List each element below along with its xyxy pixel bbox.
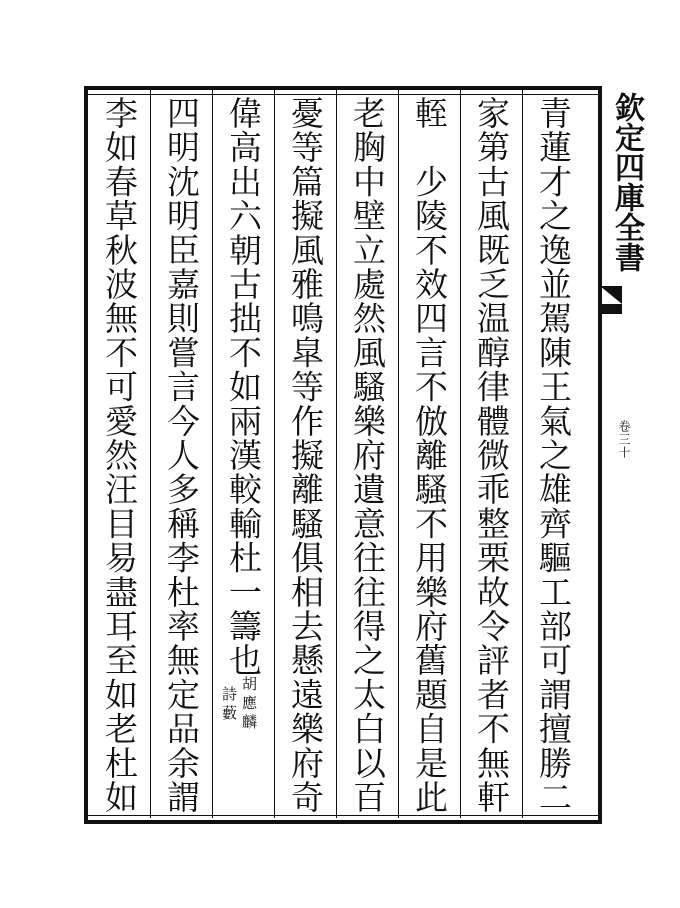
frame-inner-bottom-rule — [84, 815, 602, 816]
column-rule — [274, 90, 275, 818]
text-column-2: 家第古風既乏温醇律體微乖整栗故令評者不無軒 — [472, 96, 511, 815]
frame-inner-top-rule — [84, 94, 602, 95]
citation-author: 胡應麟 — [240, 676, 258, 733]
text-column-5: 憂等篇擬風雅鳴皐等作擬離騷俱相去懸遠樂府奇 — [286, 96, 325, 815]
column-rule — [522, 90, 523, 818]
margin-title: 欽定四庫全書 — [609, 92, 644, 272]
column-rule — [398, 90, 399, 818]
text-column-1: 青蓮才之逸並駕陳王氣之雄齊驅工部可謂擅勝二 — [534, 96, 573, 815]
text-column-3: 輊 少陵不效四言不倣離騷不用樂府舊題自是此 — [410, 96, 449, 815]
text-column-6: 偉高出六朝古拙不如兩漢較輸杜一籌也 — [224, 96, 263, 678]
column-rule — [336, 90, 337, 818]
fish-tail-mark-lower — [600, 304, 622, 314]
fish-tail-mark — [600, 286, 622, 304]
column-rule — [460, 90, 461, 818]
text-column-8: 李如春草秋波無不可愛然汪目易盡耳至如老杜如 — [100, 96, 139, 815]
column-rule — [212, 90, 213, 818]
margin-page-number: 卷三十 — [617, 420, 631, 459]
citation-source: 詩藪 — [220, 686, 238, 724]
text-column-7: 四明沈明臣嘉則嘗言今人多稱李杜率無定品余謂 — [162, 96, 201, 815]
column-rule — [150, 90, 151, 818]
text-column-4: 老胸中壁立處然風騷樂府遺意往往得之太白以百 — [348, 96, 387, 815]
